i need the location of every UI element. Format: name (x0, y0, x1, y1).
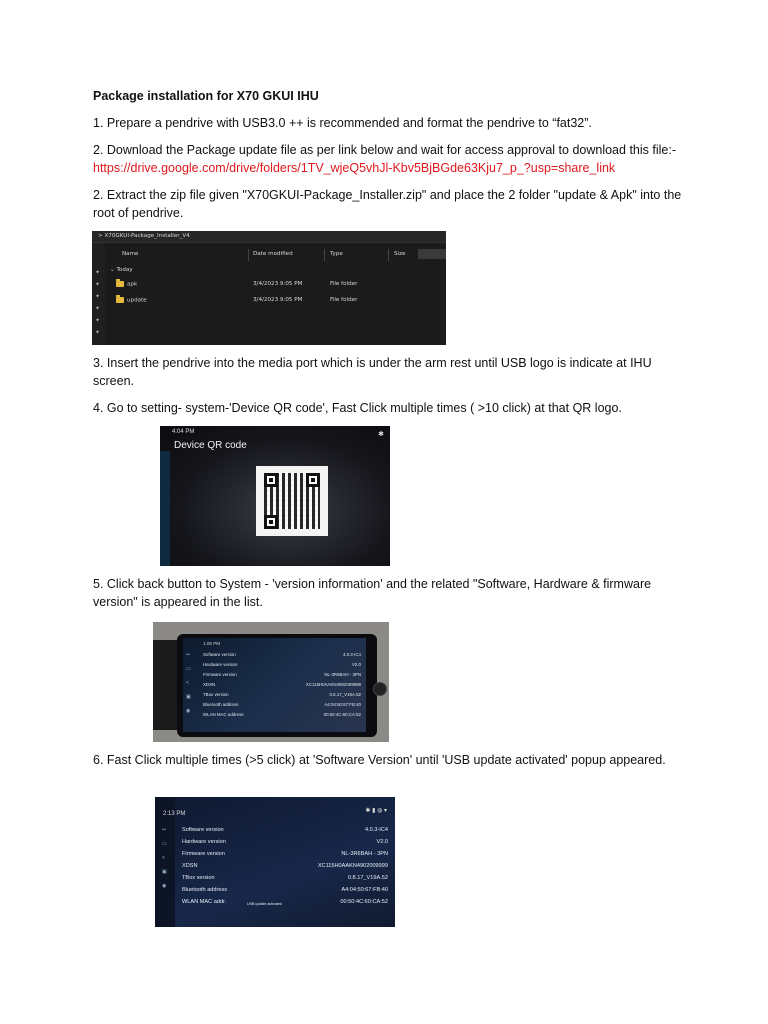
pin-icon: ✦ (95, 293, 101, 300)
column-divider (248, 249, 249, 261)
device-qr-code-photo (160, 426, 390, 566)
power-button-icon (373, 682, 387, 696)
bluetooth-icon: ✱ (378, 431, 384, 438)
folder-row-update[interactable]: update (116, 297, 147, 304)
qr-finder (264, 473, 278, 487)
folder-icon (116, 297, 124, 303)
drive-link[interactable]: https://drive.google.com/drive/folders/1TV_wjeQ5vhJl-Kbv5BjBGde63Kju7_p_?usp=share_link (93, 160, 616, 175)
explorer-path-bar (92, 231, 446, 243)
row-type: File folder (330, 297, 358, 303)
group-today: ⌄ Today (110, 267, 133, 273)
step-6: 6. Fast Click multiple times (>5 click) at 'Software Version' until 'USB update activated' popup appeared. (93, 753, 666, 767)
status-time: 2:13 PM (163, 811, 186, 817)
column-name[interactable]: Name (122, 251, 139, 257)
column-size[interactable]: Size (394, 251, 406, 257)
version-information-photo (153, 622, 389, 742)
step-2-extract: 2. Extract the zip file given "X70GKUI-Package_Installer.zip" and place the 2 folder "update & Apk" into the root of pendrive. (93, 188, 682, 220)
status-icons: ✱ ▮ ◍ ▾ (365, 808, 387, 814)
status-time: 1:06 PM (203, 641, 221, 646)
pin-icon: ✦ (95, 305, 101, 312)
column-divider (388, 249, 389, 261)
usb-update-activated-photo: 2:13 PM ✱ ▮ ◍ ▾ ↩ ▭ < ▣ ◉ Software version 4.0.3-IC4 Hardware version V2.0 Firmware version NL-3R6BAH - 3PN XDSN XC115H0AAKN4902009999 TBox version 0.8.17_V19A.52 Bluetooth address A4:04:50:67:FB:40 WLAN MAC addr. 00:50:4C:60:CA:52 USB update activated (155, 797, 395, 927)
folder-icon (116, 281, 124, 287)
system-icon: ◉ (162, 883, 167, 889)
car-icon: ▣ (186, 694, 191, 700)
folder-row-apk[interactable]: apk (116, 281, 137, 288)
step-2-text: 2. Download the Package update file as per link below and wait for access approval to download this file:- (93, 143, 676, 157)
row-type: File folder (330, 281, 358, 287)
pin-icon: ✦ (95, 281, 101, 288)
pin-icon: ✦ (95, 269, 101, 276)
explorer-quick-access (92, 243, 105, 345)
display-icon: ▭ (162, 841, 167, 847)
row-date: 3/4/2023 9:05 PM (253, 281, 303, 287)
step-1: 1. Prepare a pendrive with USB3.0 ++ is recommended and format the pendrive to “fat32”. (93, 116, 592, 130)
pin-icon: ✦ (95, 317, 101, 324)
document-title: Package installation for X70 GKUI IHU (93, 89, 319, 103)
ihu-screen: 1:06 PM ↩ ▭ < ▣ ◉ Software version 4.0.3-IC4 Hardware version V2.0 Firmware version NL-3R6BAH - 3PN XDSN XC115H0AAKN4902009999 TBox version 0.8.17_V19A.52 Bluetooth address A4:04:50:67:FB:40 WLAN MAC address 00:50:4C:60:CA:52 (183, 638, 366, 732)
qr-finder (306, 473, 320, 487)
device-qr-title: Device QR code (174, 440, 247, 451)
car-icon: ▣ (162, 869, 167, 875)
step-3: 3. Insert the pendrive into the media port which is under the arm rest until USB logo is indicate at IHU screen. (93, 356, 652, 388)
share-icon: < (186, 680, 189, 686)
back-icon: ↩ (162, 827, 167, 833)
photo-side-panel (160, 451, 170, 566)
qr-code-logo[interactable] (256, 466, 328, 536)
explorer-path: > X70GKUI-Package_Installer_V4 (98, 233, 190, 239)
share-icon: < (162, 855, 165, 861)
usb-update-popup: USB update activated (247, 902, 282, 906)
dashboard-left (153, 640, 179, 730)
type-column-highlight (418, 249, 446, 259)
file-explorer-screenshot (92, 231, 446, 345)
pin-icon: ✦ (95, 329, 101, 336)
column-date-modified[interactable]: Date modified (253, 251, 293, 257)
step-4: 4. Go to setting- system-'Device QR code', Fast Click multiple times ( >10 click) at that QR logo. (93, 401, 622, 415)
column-type[interactable]: Type (330, 251, 343, 257)
step-5: 5. Click back button to System - 'version information' and the related "Software, Hardware & firmware version" is appeared in the list. (93, 577, 652, 609)
step-2-download (93, 142, 693, 177)
system-icon: ◉ (186, 708, 191, 714)
back-icon: ↩ (186, 652, 191, 658)
display-icon: ▭ (186, 666, 191, 672)
qr-finder (264, 515, 278, 529)
column-divider (324, 249, 325, 261)
row-date: 3/4/2023 9:05 PM (253, 297, 303, 303)
status-time: 4:04 PM (172, 429, 195, 435)
